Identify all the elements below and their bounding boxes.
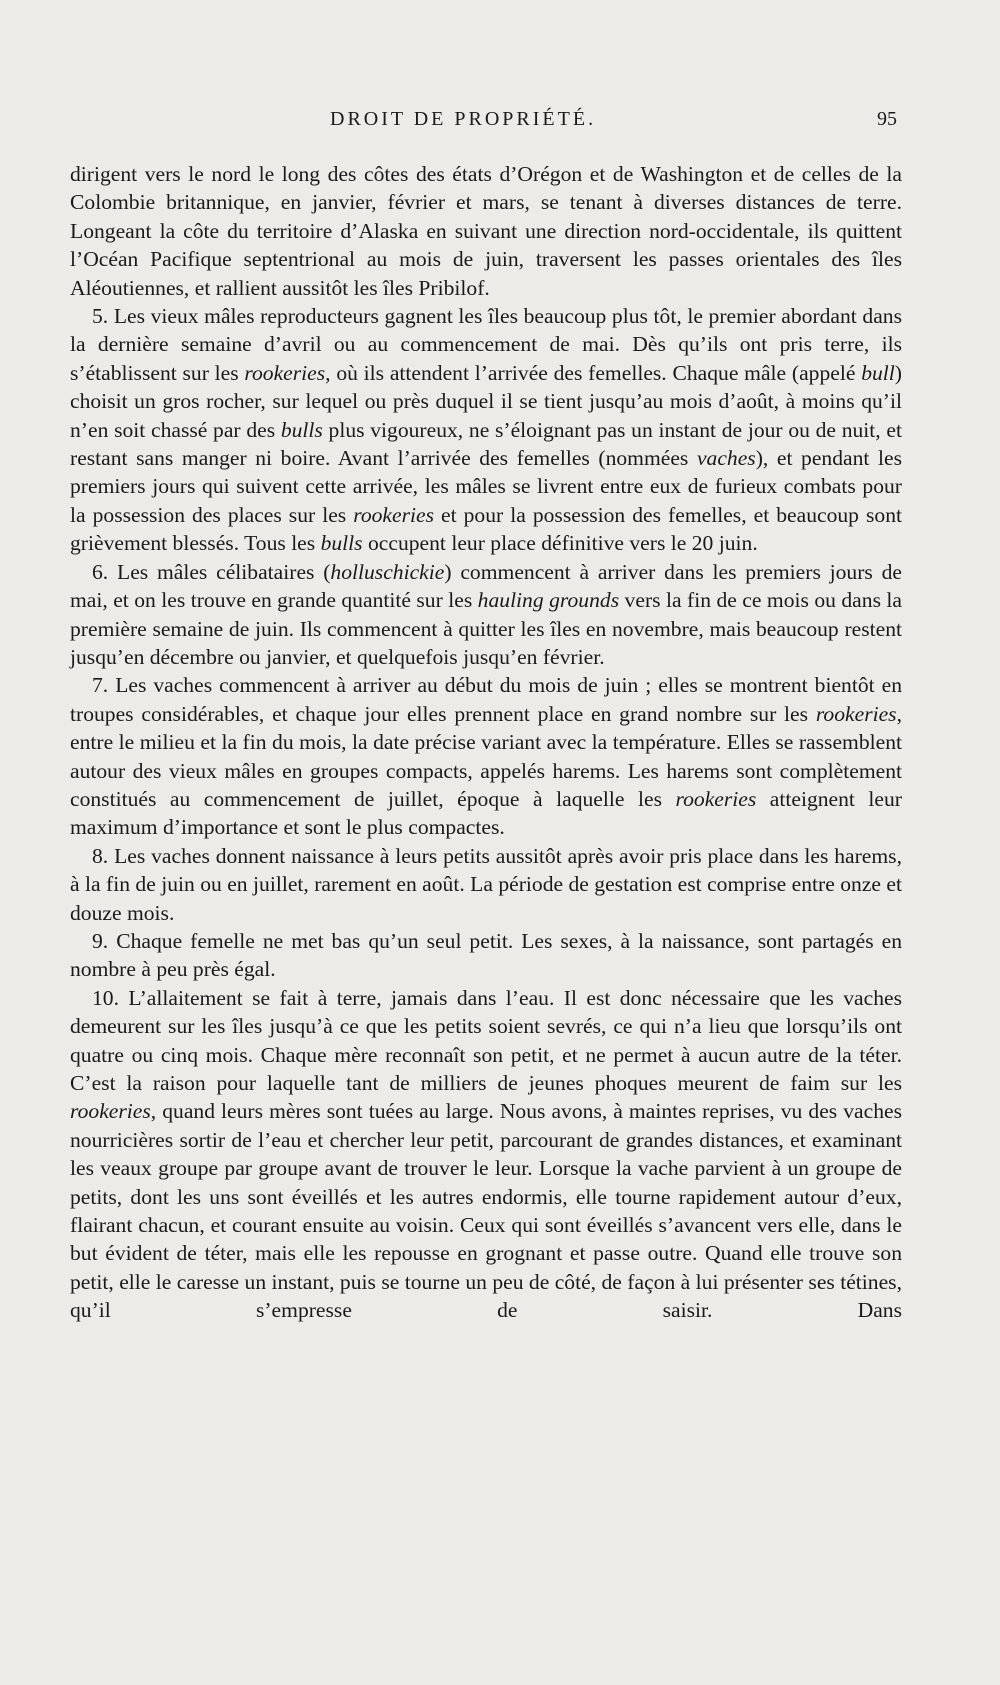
italic-term: bulls [280, 417, 323, 442]
text-segment: ) commencent à arriver dans les premiers jours de mai, et on les trouve en grande quantité sur les [70, 559, 902, 613]
text-segment: Chaque femelle ne met bas qu’un seul petit. Les sexes, à la naissance, sont partagés en nombre à peu près égal. [70, 928, 902, 982]
italic-term: rookeries [815, 701, 897, 726]
paragraph-number: 8. [92, 843, 109, 868]
text-segment: , quand leurs mères sont tuées au large. Nous avons, à maintes reprises, vu des vaches nourricières sortir de l’eau et chercher leur petit, parcourant de grandes distances, et examinant les veaux groupe par groupe avant de trouver le leur. Lorsque la vache parvient à un groupe de petits, dont les uns sont éveillés et les autres endormis, elle tourne rapidement autour d’eux, flairant chacun, et courant ensuite au voisin. Ceux qui sont éveillés s’avancent vers elle, dans le but évident de téter, mais elle les repousse en grognant et passe outre. Quand elle trouve son petit, elle le caresse un instant, puis se tourne un peu de côté, de façon à lui présenter ses tétines, qu’il s’empresse de saisir. Dans [70, 1099, 902, 1323]
text-segment: et pour la possession des femelles, et beaucoup sont grièvement blessés. Tous les [70, 502, 902, 556]
italic-term: hauling grounds [477, 588, 620, 613]
paragraph [70, 842, 902, 927]
running-title: DROIT DE PROPRIÉTÉ. [330, 108, 597, 130]
italic-term: rookeries [353, 502, 434, 527]
body-text [70, 160, 902, 1325]
paragraph [70, 984, 902, 1325]
paragraph-number: 9. [92, 928, 109, 953]
italic-term: holluschickie [330, 559, 445, 584]
text-segment: Les vaches commencent à arriver au début du mois de juin ; elles se montrent bientôt en troupes considérables, et chaque jour elles prennent place en grand nombre sur les [70, 673, 902, 726]
text-segment: Les vieux mâles reproducteurs gagnent les îles beaucoup plus tôt, le premier abordant dans la dernière semaine d’avril ou au commencement de mai. Dès qu’ils ont pris terre, ils s’établissent sur les [70, 304, 902, 385]
italic-term: bulls [320, 531, 363, 556]
text-segment: ), et pendant les premiers jours qui suivent cette arrivée, les mâles se livrent entre eux de furieux combats pour la possession des places sur les [70, 446, 902, 527]
paragraph-number: 10. [92, 985, 119, 1010]
paragraph-number: 7. [92, 673, 109, 698]
text-segment: ) choisit un gros rocher, sur lequel ou près duquel il se tient jusqu’au mois d’août, à moins qu’il n’en soit chassé par des [70, 360, 902, 442]
italic-term: vaches [696, 446, 756, 471]
text-segment: occupent leur place définitive vers le 20 juin. [362, 531, 758, 556]
text-segment: , entre le milieu et la fin du mois, la date précise variant avec la température. Elles se rassemblent autour des vieux mâles en groupes compacts, appelés harems. Les harems sont complètement constitués au commencement de juillet, époque à laquelle les [70, 701, 902, 811]
paragraph [70, 927, 902, 984]
italic-term: rookeries [244, 360, 326, 385]
page-header [0, 108, 1000, 138]
text-segment: atteignent leur maximum d’importance et sont le plus compactes. [70, 786, 903, 840]
paragraph [70, 302, 902, 558]
paragraph [70, 671, 902, 841]
text-segment: vers la fin de ce mois ou dans la première semaine de juin. Ils commencent à quitter les îles en novembre, mais beaucoup restent jusqu’en décembre ou janvier, et quelquefois jusqu’en février. [70, 588, 903, 669]
paragraph-number: 6. [92, 559, 109, 584]
paragraph-number: 5. [92, 304, 109, 329]
text-segment: L’allaitement se fait à terre, jamais dans l’eau. Il est donc nécessaire que les vaches demeurent sur les îles jusqu’à ce que les petits soient sevrés, ce qui n’a lieu que lorsqu’ils ont quatre ou cinq mois. Chaque mère reconnaît son petit, et ne permet à aucun autre de la téter. C’est la raison pour laquelle tant de milliers de jeunes phoques meurent de faim sur les [70, 985, 902, 1095]
text-segment: dirigent vers le nord le long des côtes des états d’Orégon et de Washington et de celles de la Colombie britannique, en janvier, février et mars, se tenant à diverses distances de terre. Longeant la côte du territoire d’Alaska en suivant une direction nord-occidentale, ils quittent l’Océan Pacifique septentrional au mois de juin, traversent les passes orientales des îles Aléoutiennes, et rallient aussitôt les îles Pribilof. [70, 162, 902, 300]
text-segment: Les vaches donnent naissance à leurs petits aussitôt après avoir pris place dans les harems, à la fin de juin ou en juillet, rarement en août. La période de gestation est comprise entre onze et douze mois. [70, 843, 902, 925]
italic-term: rookeries [675, 786, 757, 811]
paragraph [70, 160, 902, 302]
text-segment: plus vigoureux, ne s’éloignant pas un instant de jour ou de nuit, et restant sans manger ni boire. Avant l’arrivée des femelles (nommées [70, 417, 902, 471]
italic-term: bull [861, 360, 895, 385]
page-number: 95 [877, 108, 897, 130]
text-segment: Les mâles célibataires ( [117, 559, 331, 584]
paragraph [70, 558, 902, 672]
text-segment: , où ils attendent l’arrivée des femelles. Chaque mâle (appelé [325, 360, 862, 385]
italic-term: rookeries [70, 1099, 151, 1124]
